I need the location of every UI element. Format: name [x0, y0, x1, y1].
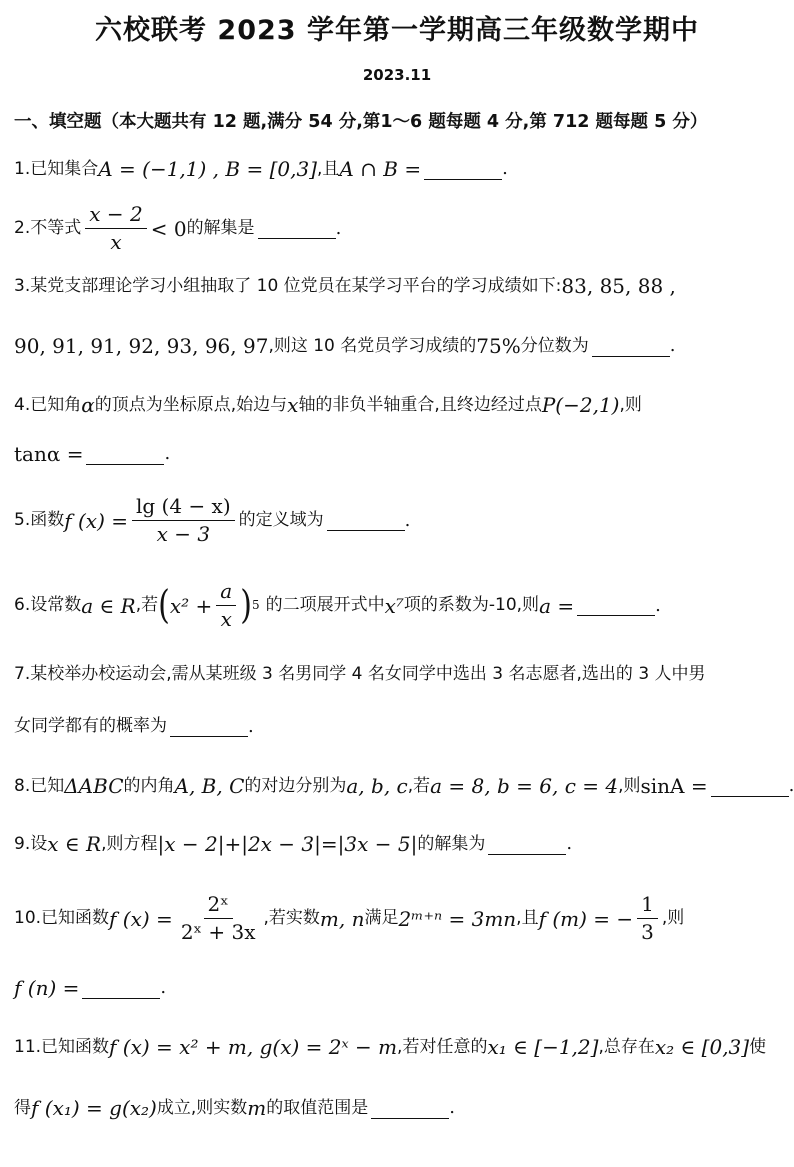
question-3-line-1 [14, 275, 676, 297]
question-number: 4. [14, 394, 31, 415]
question-text: 的对边分别为 [244, 775, 347, 796]
answer-blank[interactable] [592, 336, 670, 357]
fraction-denominator: x [110, 230, 122, 254]
period: . [788, 775, 794, 797]
period: . [160, 977, 167, 999]
question-10-line-2 [14, 977, 166, 999]
answer-blank[interactable] [82, 978, 160, 999]
period: . [655, 594, 661, 616]
answer-blank[interactable] [327, 510, 405, 531]
question-text: 设 [30, 833, 48, 854]
fraction-denominator: 3 [641, 920, 654, 944]
question-text: 的取值范围是 [266, 1097, 369, 1118]
question-9 [14, 833, 572, 855]
fraction-denominator: x [220, 607, 232, 631]
question-text: ,则这 10 名党员学习成绩的 [268, 335, 477, 356]
math-expression: ΔABC [64, 774, 124, 798]
question-8 [14, 775, 794, 797]
fraction-denominator: 2ˣ + 3x [180, 920, 256, 944]
right-paren: ) [240, 582, 252, 629]
question-text: 成立,则实数 [156, 1097, 248, 1118]
math-expression: A, B, C [174, 774, 245, 798]
question-number: 2. [14, 218, 31, 239]
question-11-line-2 [14, 1097, 455, 1119]
question-text: 项的系数为-10,则 [403, 595, 540, 616]
period: . [502, 158, 508, 180]
answer-blank[interactable] [170, 716, 248, 737]
question-text: ,则 [618, 775, 641, 796]
math-expression: a, b, c [346, 774, 408, 798]
question-text: 轴的非负半轴重合,且终边经过点 [298, 394, 542, 415]
question-text: ,若对任意的 [397, 1036, 488, 1057]
question-text: ,总存在 [598, 1036, 655, 1057]
fraction [177, 893, 260, 944]
math-expression: x₂ ∈ [0,3] [654, 1035, 750, 1059]
math-expression: 75% [476, 334, 521, 358]
math-expression: < 0 [150, 216, 187, 241]
question-text: 的解集为 [417, 833, 486, 854]
question-4-line-1 [14, 394, 642, 416]
question-5 [14, 495, 410, 546]
period: . [248, 715, 254, 737]
question-text: ,若实数 [263, 908, 320, 929]
math-expression: a = 8, b = 6, c = 4 [430, 774, 619, 798]
math-expression: m [247, 1096, 267, 1120]
math-expression: x₁ ∈ [−1,2] [487, 1035, 599, 1059]
period: . [449, 1097, 455, 1119]
period: . [404, 509, 411, 531]
question-text: 不等式 [30, 218, 82, 239]
question-text: ,且 [316, 158, 340, 179]
fraction-numerator: lg (4 − x) [132, 495, 235, 521]
math-expression: 83, 85, 88 , [561, 274, 676, 298]
question-text: 已知函数 [41, 908, 110, 929]
fraction [216, 580, 236, 631]
math-expression: A ∩ B = [339, 157, 422, 181]
fraction-denominator: x − 3 [156, 522, 211, 546]
math-expression: a = [539, 593, 575, 618]
answer-blank[interactable] [711, 776, 789, 797]
exam-title: 六校联考 2023 学年第一学期高三年级数学期中 [95, 15, 699, 46]
question-7-line-2 [14, 716, 254, 737]
question-text: 得 [14, 1097, 31, 1118]
math-expression: sinA = [640, 774, 708, 798]
left-paren: ( [158, 582, 170, 629]
question-number: 7. [14, 664, 31, 684]
math-expression: x [287, 393, 299, 417]
fraction [132, 495, 235, 546]
question-number: 3. [14, 275, 31, 296]
question-2 [14, 203, 341, 254]
math-expression: f (x) = [109, 906, 173, 931]
math-expression: x ∈ R [47, 832, 102, 856]
question-6 [14, 580, 661, 631]
period: . [335, 217, 342, 239]
question-11-line-1 [14, 1036, 766, 1058]
fraction [637, 893, 658, 944]
question-number: 8. [14, 775, 31, 796]
question-10-line-1 [14, 893, 684, 944]
exam-date: 2023.11 [362, 66, 432, 84]
question-text: 的顶点为坐标原点,始边与 [94, 394, 288, 415]
question-number: 9. [14, 833, 31, 854]
math-expression: f (x₁) = g(x₂) [31, 1096, 157, 1120]
fraction-numerator: a [216, 580, 236, 606]
question-text: 设常数 [30, 595, 82, 616]
fraction-numerator: 2ˣ [204, 893, 233, 919]
question-text: ,则 [619, 394, 642, 415]
period: . [566, 833, 573, 855]
math-expression: 2ᵐ⁺ⁿ = 3mn [398, 906, 517, 931]
question-text: 分位数为 [520, 335, 589, 356]
fraction [85, 203, 146, 254]
question-text: ,若 [407, 775, 431, 796]
answer-blank[interactable] [488, 834, 566, 855]
question-text: ,且 [516, 908, 539, 929]
question-text: 已知函数 [41, 1036, 110, 1057]
period: . [164, 443, 171, 465]
answer-blank[interactable] [424, 159, 502, 180]
question-text: 使 [749, 1036, 767, 1057]
question-number: 1. [14, 158, 31, 179]
math-expression: tanα = [14, 442, 84, 466]
question-number: 11. [14, 1036, 42, 1057]
math-expression: f (x) = x² + m, g(x) = 2ˣ − m [109, 1035, 398, 1059]
question-3-line-2 [14, 335, 675, 357]
question-text: 已知角 [30, 394, 82, 415]
math-expression: f (n) = [14, 976, 80, 1000]
question-text: 某校举办校运动会,需从某班级 3 名男同学 4 名女同学中选出 3 名志愿者,选出的 3 人中男 [30, 664, 706, 684]
fraction-numerator: 1 [637, 893, 658, 919]
period: . [669, 335, 676, 357]
question-text: ,则 [661, 908, 685, 929]
question-text: 的内角 [123, 775, 175, 796]
question-text: 函数 [30, 510, 65, 531]
math-expression: x⁷ [384, 593, 404, 618]
math-expression: 90, 91, 91, 92, 93, 96, 97 [14, 334, 269, 358]
question-text: ,若 [135, 595, 159, 616]
section-heading: 一、填空题（本大题共有 12 题,满分 54 分,第1～6 题每题 4 分,第 712 题每题 5 分） [14, 112, 708, 132]
question-text: 的定义域为 [238, 510, 324, 531]
question-text: 女同学都有的概率为 [14, 716, 167, 737]
math-expression: A = (−1,1) , B = [0,3] [98, 157, 317, 181]
math-expression: P(−2,1) [541, 393, 620, 417]
answer-blank[interactable] [371, 1098, 449, 1119]
question-text: 已知集合 [30, 158, 99, 179]
math-expression: |x − 2|+|2x − 3|=|3x − 5| [157, 832, 418, 856]
answer-blank[interactable] [577, 595, 655, 616]
math-expression: a ∈ R [81, 593, 136, 618]
question-text: 某党支部理论学习小组抽取了 10 位党员在某学习平台的学习成绩如下: [30, 275, 562, 296]
question-number: 10. [14, 908, 42, 929]
question-text: ,则方程 [101, 833, 158, 854]
math-expression: m, n [319, 906, 365, 931]
answer-blank[interactable] [258, 218, 336, 239]
question-text: 的二项展开式中 [265, 595, 385, 616]
question-number: 6. [14, 595, 31, 616]
question-7-line-1 [14, 665, 706, 684]
math-expression: x² + [169, 593, 213, 618]
question-text: 的解集是 [186, 218, 255, 239]
math-expression: f (x) = [64, 508, 128, 533]
math-expression: f (m) = − [538, 906, 634, 931]
question-number: 5. [14, 510, 31, 531]
math-expression: α [81, 393, 95, 417]
exponent: 5 [251, 597, 260, 612]
answer-blank[interactable] [86, 444, 164, 465]
fraction-numerator: x − 2 [85, 203, 146, 229]
question-4-line-2 [14, 443, 170, 465]
question-text: 已知 [30, 775, 65, 796]
question-1 [14, 158, 508, 180]
question-text: 满足 [364, 908, 399, 929]
